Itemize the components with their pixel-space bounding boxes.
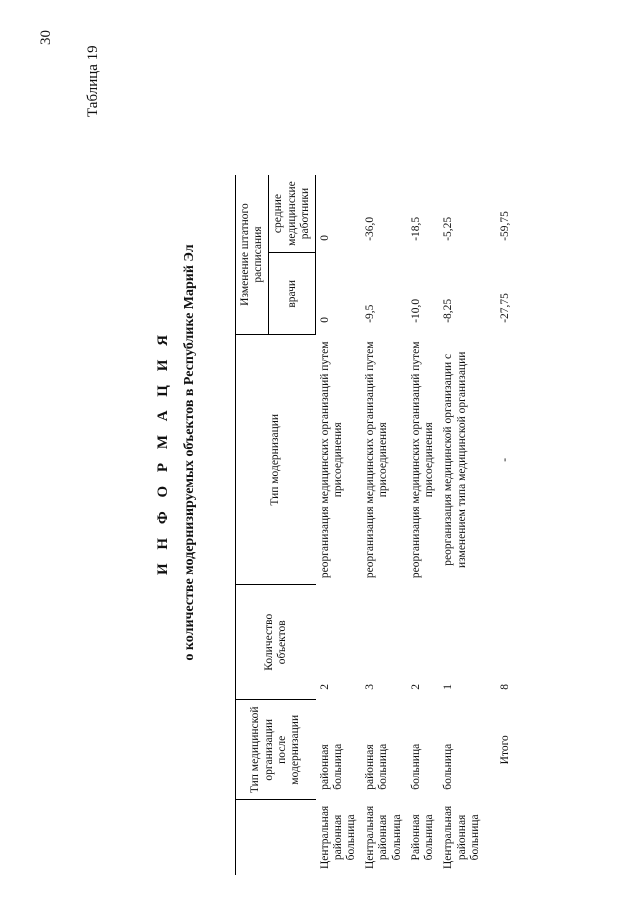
table-row <box>439 175 485 875</box>
total-blank <box>485 800 515 875</box>
header-mid-staff: средние медицинские работники <box>269 175 316 253</box>
total-mid-staff: -59,75 <box>499 211 511 241</box>
document-subheading: о количестве модернизируемых объектов в Республике Марий Эл <box>182 244 197 661</box>
table-row <box>407 175 439 875</box>
row-modernization: реорганизация медицинских организаций путем присоединения <box>318 341 344 579</box>
row-mid-staff: -36,0 <box>364 216 377 241</box>
total-doctors: -27,75 <box>499 293 511 323</box>
row-doctors: 0 <box>319 317 332 323</box>
row-modernization: реорганизация медицинских организаций путем присоединения <box>409 341 436 579</box>
row-mid-staff: -18,5 <box>409 216 422 241</box>
total-label: Итого <box>499 735 511 765</box>
row-count: 1 <box>442 684 455 690</box>
header-original-type <box>236 800 316 875</box>
row-mid-staff: 0 <box>319 235 332 241</box>
total-modernization: - <box>499 457 511 462</box>
row-type-after: районная больница <box>364 743 390 790</box>
row-modernization: реорганизация медицинской организации с изменением типа медицинской организации <box>442 351 468 568</box>
row-count: 3 <box>364 684 377 690</box>
header-count: Количество объектов <box>236 585 316 700</box>
total-row <box>485 175 515 875</box>
row-type-after: больница <box>442 743 455 790</box>
row-type-after: районная больница <box>318 743 344 790</box>
row-doctors: -10,0 <box>409 298 422 323</box>
row-count: 2 <box>409 684 422 690</box>
header-doctors: врачи <box>269 253 316 335</box>
row-modernization: реорганизация медицинских организаций путем присоединения <box>364 341 390 579</box>
row-name: Районная больница <box>409 814 436 861</box>
modernization-table <box>235 175 515 875</box>
header-modernization-type: Тип модернизации <box>236 335 316 585</box>
row-name: Центральная районная больница <box>442 805 481 869</box>
document-heading: И Н Ф О Р М А Ц И Я <box>155 330 171 575</box>
row-name: Центральная районная больница <box>318 805 358 869</box>
header-staff-change: Изменение штатного расписания <box>236 175 269 335</box>
row-doctors: -9,5 <box>364 304 377 323</box>
row-name: Центральная районная больница <box>364 805 403 869</box>
row-doctors: -8,25 <box>442 298 455 323</box>
row-type-after: больница <box>409 743 422 790</box>
table-row <box>316 175 362 875</box>
header-row <box>236 175 269 875</box>
page-number: 30 <box>38 30 54 45</box>
header-type-after: Тип медицинской организации после модернизации <box>236 700 316 800</box>
row-mid-staff: -5,25 <box>442 216 455 241</box>
table-row <box>361 175 407 875</box>
total-count: 8 <box>499 684 511 690</box>
table-label: Таблица 19 <box>85 45 101 117</box>
row-count: 2 <box>318 684 331 690</box>
